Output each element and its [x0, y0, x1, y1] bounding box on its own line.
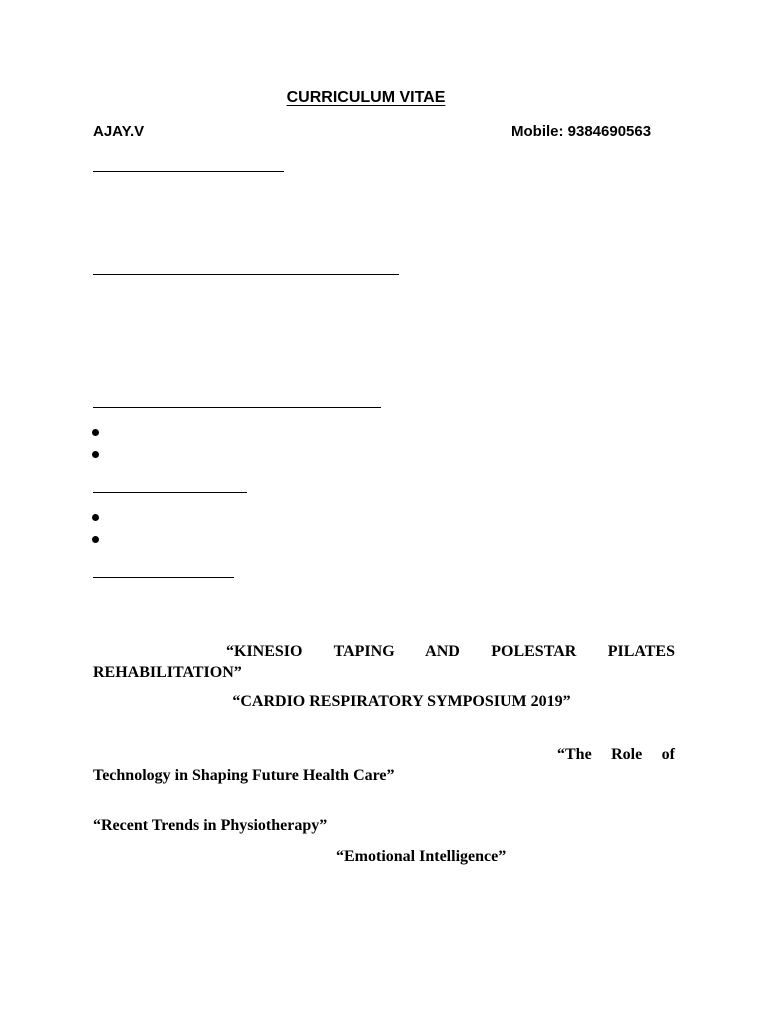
bullet-point: [92, 514, 99, 521]
event-physiotherapy-trends: “Recent Trends in Physiotherapy”: [93, 817, 328, 834]
section-underline-3: [93, 407, 381, 408]
bullet-point: [92, 451, 99, 458]
section-underline-4: [93, 492, 247, 493]
section-underline-1: [93, 171, 284, 172]
candidate-name: AJAY.V: [93, 123, 145, 140]
event-technology-healthcare: “The Role of Technology in Shaping Future Health Care”: [93, 746, 675, 784]
event-emotional-intelligence: “Emotional Intelligence”: [336, 848, 507, 865]
bullet-point: [92, 429, 99, 436]
event-cardio-symposium: “CARDIO RESPIRATORY SYMPOSIUM 2019”: [232, 693, 571, 710]
bullet-point: [92, 536, 99, 543]
section-underline-5: [93, 577, 234, 578]
event-kinesio-taping: “KINESIO TAPING AND POLESTAR PILATES REHABILITATION”: [93, 643, 675, 681]
section-underline-2: [93, 274, 399, 275]
mobile-number: Mobile: 9384690563: [511, 123, 652, 140]
document-title: CURRICULUM VITAE: [286, 89, 446, 106]
